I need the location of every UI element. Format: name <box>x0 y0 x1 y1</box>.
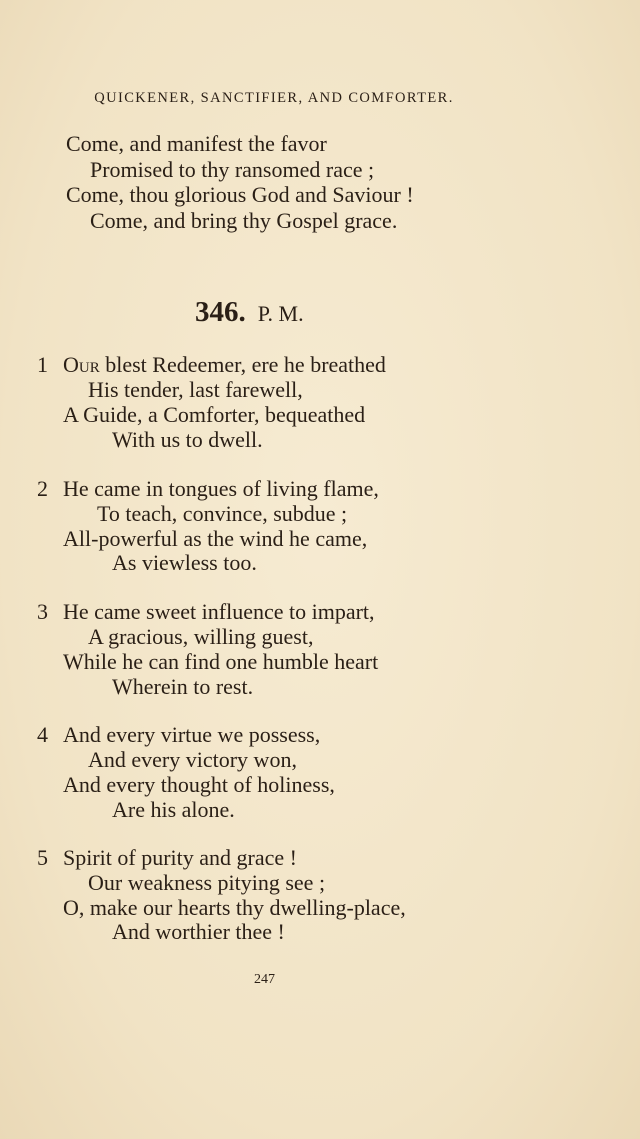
verse-line: O, make our hearts thy dwelling-place, <box>63 895 406 920</box>
verse-line: Our weakness pitying see ; <box>88 870 326 895</box>
verse-line-text: blest Redeemer, ere he breathed <box>99 352 386 377</box>
verse-line: A Guide, a Comforter, bequeathed <box>63 402 366 427</box>
verse-line: And every virtue we possess, <box>63 722 321 747</box>
verse-line: As viewless too. <box>112 550 257 575</box>
prev-stanza-line: Promised to thy ransomed race ; <box>90 157 375 182</box>
prev-stanza-line: Come, and bring thy Gospel grace. <box>90 208 398 233</box>
hymn-meter: P. M. <box>257 301 304 326</box>
verse-line: And every victory won, <box>88 747 297 772</box>
verse-line: A gracious, willing guest, <box>88 624 314 649</box>
verse-number: 4 <box>37 722 48 747</box>
drop-cap-word: Our <box>63 352 100 377</box>
prev-stanza-line: Come, and manifest the favor <box>66 131 327 156</box>
verse-line: And worthier thee ! <box>112 919 285 944</box>
verse-number: 2 <box>37 476 48 501</box>
prev-stanza-line: Come, thou glorious God and Saviour ! <box>66 182 414 207</box>
hymn-heading <box>195 296 304 329</box>
hymn-number: 346. <box>195 296 246 328</box>
page-number: 247 <box>254 972 275 987</box>
verse-number: 1 <box>37 352 48 377</box>
verse-line: Wherein to rest. <box>112 674 254 699</box>
verse-line <box>63 352 386 378</box>
verse-line: He came sweet influence to impart, <box>63 599 375 624</box>
verse-line: His tender, last farewell, <box>88 377 303 402</box>
verse-line: Spirit of purity and grace ! <box>63 845 297 870</box>
verse-line: Are his alone. <box>112 797 235 822</box>
verse-line: While he can find one humble heart <box>63 649 379 674</box>
verse-line: To teach, convince, subdue ; <box>97 501 348 526</box>
running-head: QUICKENER, SANCTIFIER, AND COMFORTER. <box>94 90 454 106</box>
verse-number: 3 <box>37 599 48 624</box>
verse-line: With us to dwell. <box>112 427 263 452</box>
verse-line: He came in tongues of living flame, <box>63 476 379 501</box>
verse-line: And every thought of holiness, <box>63 772 335 797</box>
verse-line: All-powerful as the wind he came, <box>63 526 368 551</box>
verse-number: 5 <box>37 845 48 870</box>
